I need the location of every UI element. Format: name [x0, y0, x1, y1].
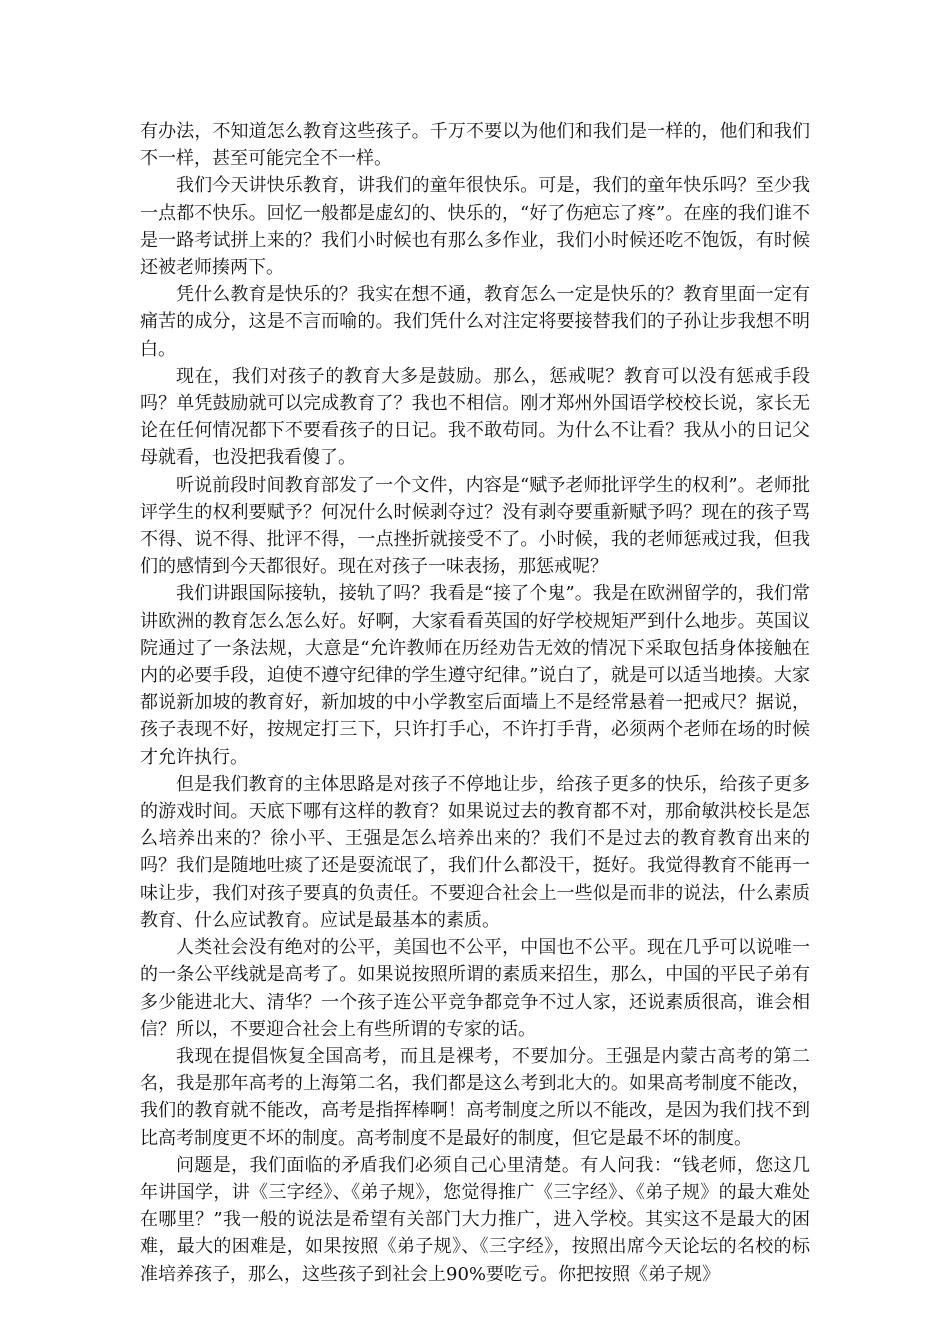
paragraph-contradiction: 问题是，我们面临的矛盾我们必须自己心里清楚。有人问我：“钱老师，您这几年讲国学，讲《三字经》、《弟子规》，您觉得推广《三字经》、《弟子规》的最大难处在哪里？”我一般的说法是希望有关部门大力推广，进入学校。其实这不是最大的困难，最大的困难是，如果按照《弟子规》、《三字经》，按照出席今天论坛的名校的标准培养孩子，那么，这些孩子到社会上90%要吃亏。你把按照《弟子规》 [140, 1154, 810, 1285]
paragraph-happy-education: 我们今天讲快乐教育，讲我们的童年很快乐。可是，我们的童年快乐吗？至少我一点都不快乐。回忆一般都是虚幻的、快乐的，“好了伤疤忘了疼”。在座的我们谁不是一路考试拼上来的？我们小时候也有那么多作业，我们小时候还吃不饱饭，有时候还被老师揍两下。 [140, 175, 810, 279]
paragraph-criticism-right: 听说前段时间教育部发了一个文件，内容是“赋予老师批评学生的权利”。老师批评学生的权利要赋予？何况什么时候剥夺过？没有剥夺要重新赋予吗？现在的孩子骂不得、说不得、批评不得，一点挫折就接受不了。小时候，我的老师惩戒过我，但我们的感情到今天都很好。现在对孩子一味表扬，那惩戒呢？ [140, 474, 810, 578]
paragraph-why-happy: 凭什么教育是快乐的？我实在想不通，教育怎么一定是快乐的？教育里面一定有痛苦的成分，这是不言而喻的。我们凭什么对注定将要接替我们的子孙让步我想不明白。 [140, 284, 810, 360]
paragraph-concession: 但是我们教育的主体思路是对孩子不停地让步，给孩子更多的快乐，给孩子更多的游戏时间。天底下哪有这样的教育？如果说过去的教育都不对，那俞敏洪校长是怎么培养出来的？徐小平、王强是怎么培养出来的？我们不是过去的教育教育出来的吗？我们是随地吐痰了还是耍流氓了，我们什么都没干，挺好。我觉得教育不能再一味让步，我们对孩子要真的负责任。不要迎合社会上一些似是而非的说法，什么素质教育、什么应试教育。应试是最基本的素质。 [140, 773, 810, 931]
paragraph-fairness: 人类社会没有绝对的公平，美国也不公平，中国也不公平。现在几乎可以说唯一的一条公平线就是高考了。如果说按照所谓的素质来招生，那么，中国的平民子弟有多少能进北大、清华？一个孩子连公平竞争都竞争不过人家，还说素质很高，谁会相信？所以，不要迎合社会上有些所谓的专家的话。 [140, 937, 810, 1040]
paragraph-gaokao: 我现在提倡恢复全国高考，而且是裸考，不要加分。王强是内蒙古高考的第二名，我是那年高考的上海第二名，我们都是这么考到北大的。如果高考制度不能改，我们的教育就不能改，高考是指挥棒啊！高考制度之所以不能改，是因为我们找不到比高考制度更不坏的制度。高考制度不是最好的制度，但它是最不坏的制度。 [140, 1045, 810, 1149]
document-page [140, 118, 810, 1288]
paragraph-continued: 有办法，不知道怎么教育这些孩子。千万不要以为他们和我们是一样的，他们和我们不一样，甚至可能完全不一样。 [140, 121, 810, 170]
paragraph-encouragement: 现在，我们对孩子的教育大多是鼓励。那么，惩戒呢？教育可以没有惩戒手段吗？单凭鼓励就可以完成教育了？我也不相信。刚才郑州外国语学校校长说，家长无论在任何情况都下不要看孩子的日记。我不敢苟同。为什么不让看？我从小的日记父母就看，也没把我看傻了。 [140, 365, 810, 469]
paragraph-international: 我们讲跟国际接轨，接轨了吗？我看是“接了个鬼”。我是在欧洲留学的，我们常讲欧洲的教育怎么怎么好。好啊，大家看看英国的好学校规矩严到什么地步。英国议院通过了一条法规，大意是“允许教师在历经劝告无效的情况下采取包括身体接触在内的必要手段，迫使不遵守纪律的学生遵守纪律。”说白了，就是可以适当地揍。大家都说新加坡的教育好，新加坡的中小学教室后面墙上不是经常悬着一把戒尺？据说，孩子表现不好，按规定打三下，只许打手心，不许打手背，必须两个老师在场的时候才允许执行。 [140, 583, 810, 768]
